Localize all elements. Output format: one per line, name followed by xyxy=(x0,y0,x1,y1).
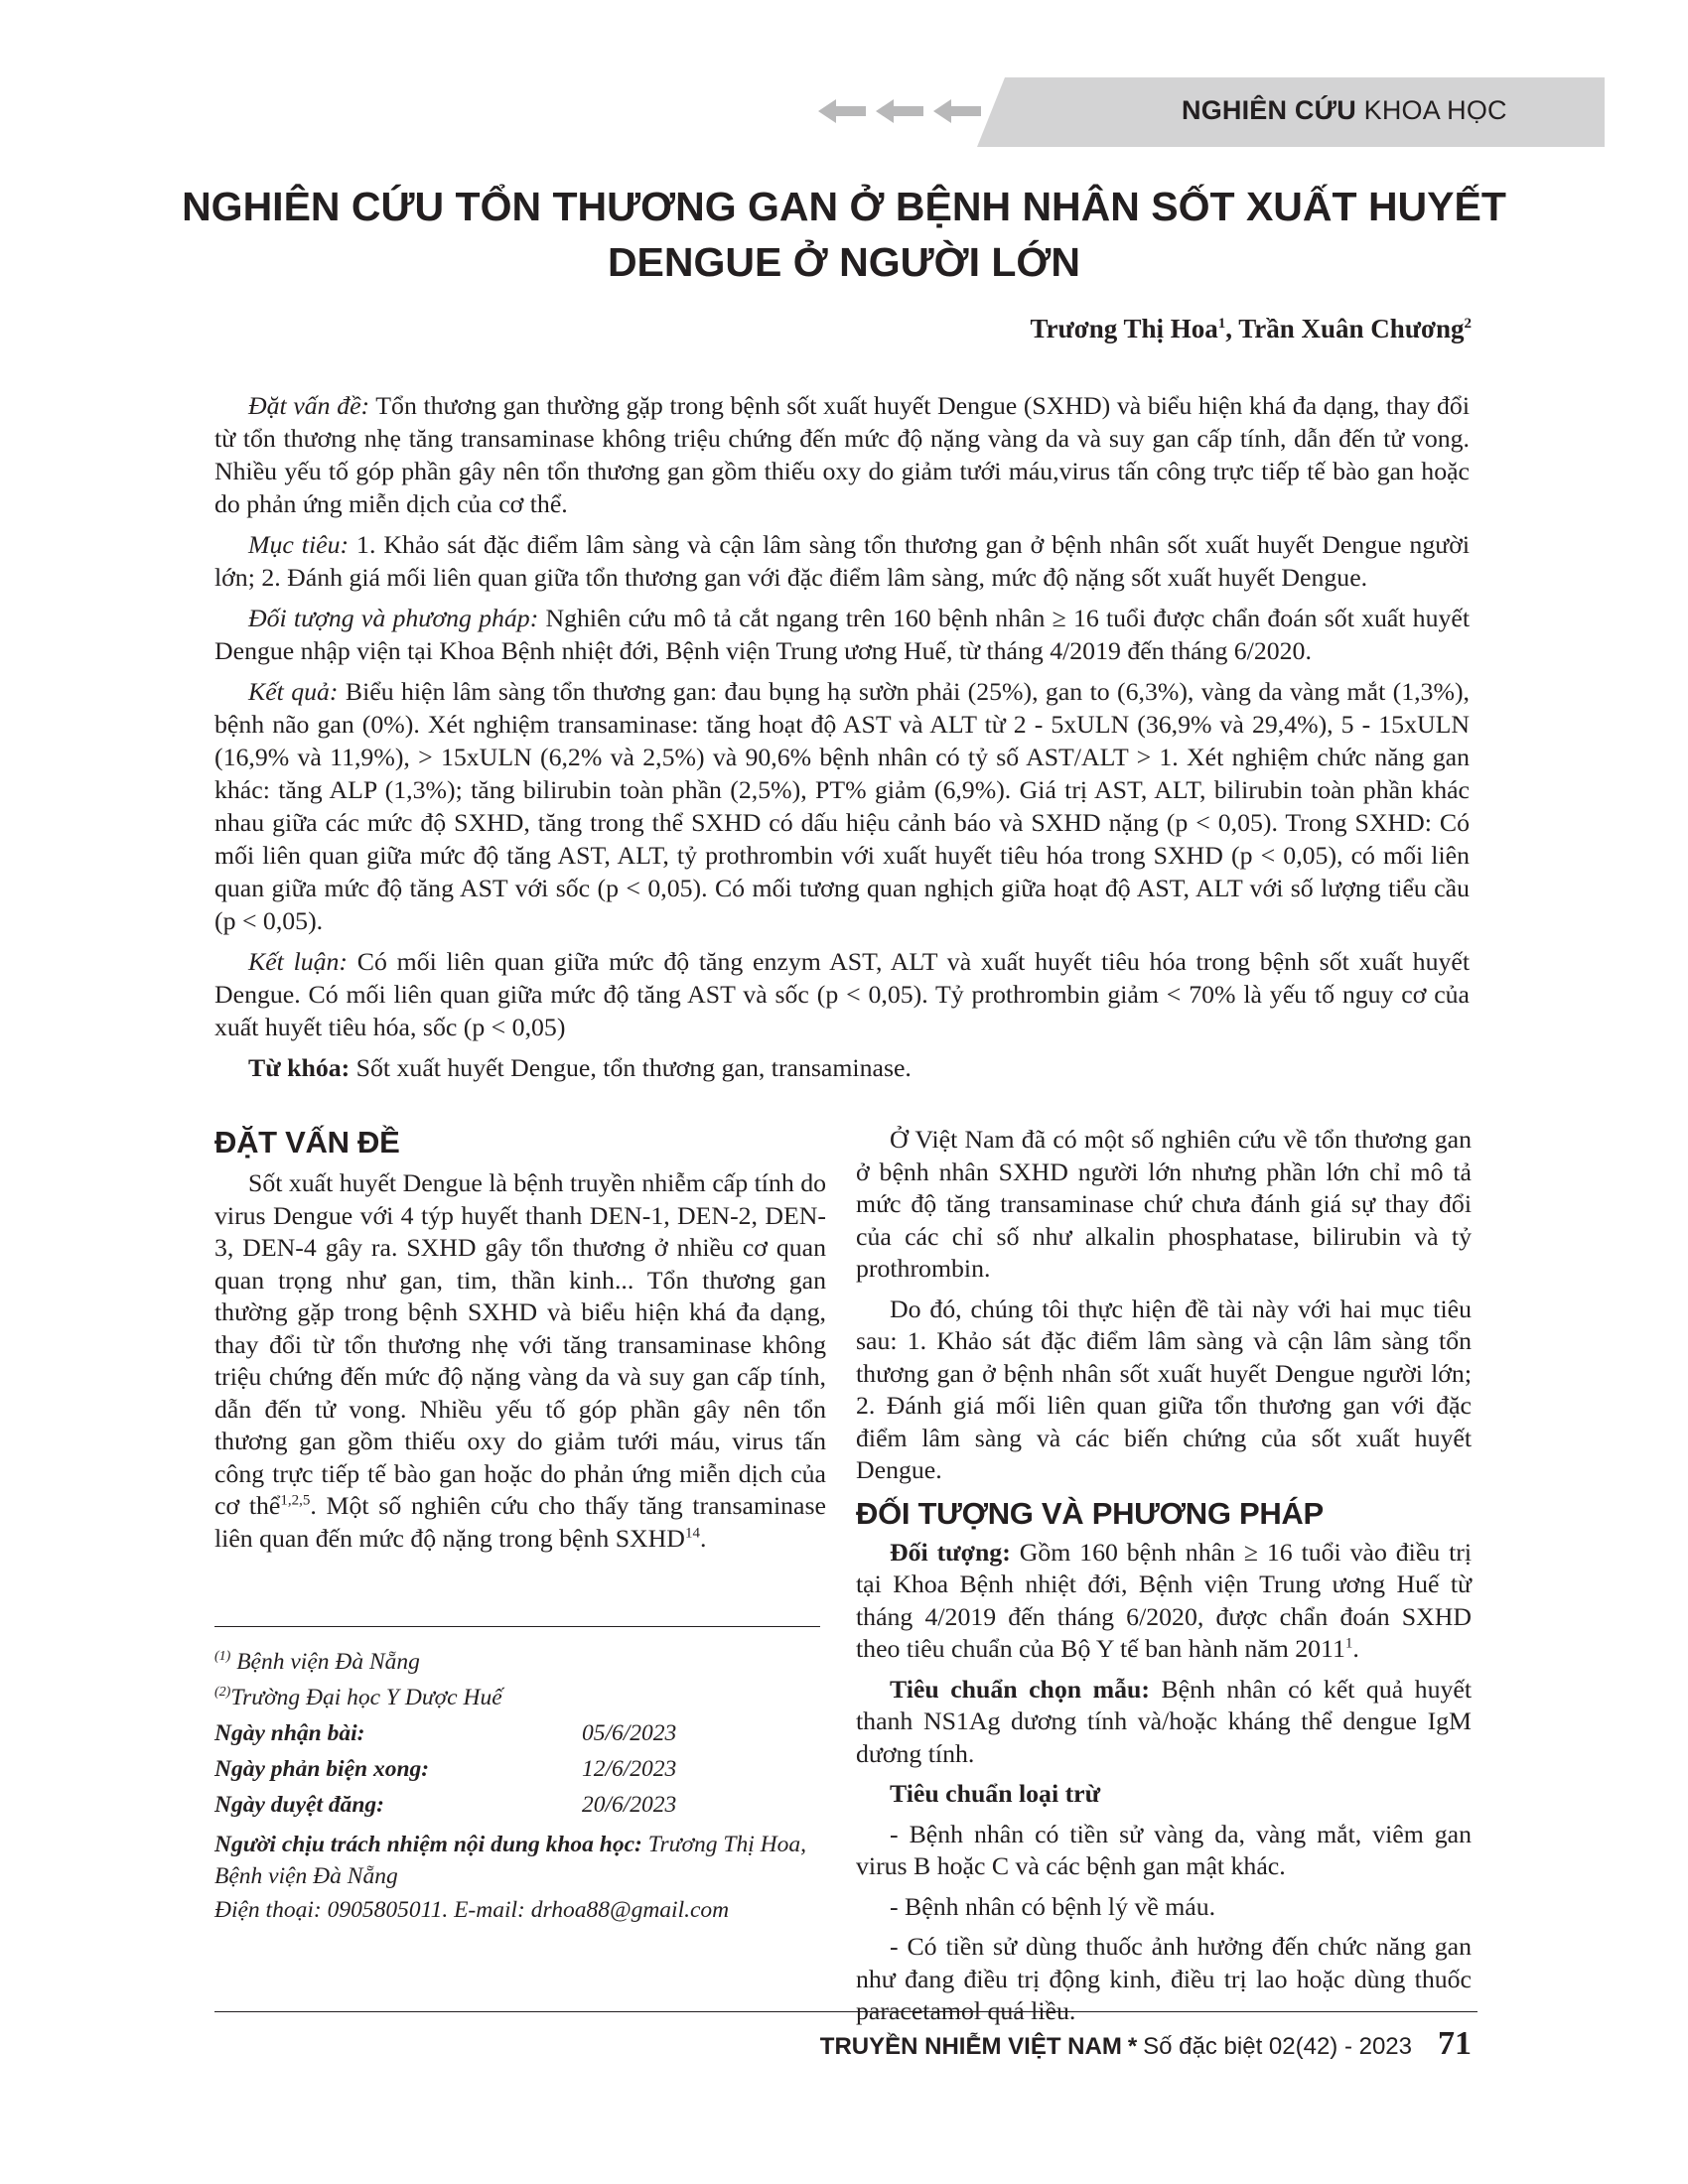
received-date: Ngày nhận bài: 05/6/2023 xyxy=(214,1720,677,1746)
affiliation-1: $^{(1)}$ Bệnh viện Đà Nẵng xyxy=(214,1649,420,1675)
accepted-date: Ngày duyệt đăng: 20/6/2023 xyxy=(214,1792,677,1818)
star-separator: * xyxy=(1127,2033,1138,2060)
footer xyxy=(820,2025,1472,2063)
contact-info: Điện thoại: 0905805011. E-mail: drhoa88@gmail.com xyxy=(214,1897,730,1923)
abstract-objectives: Mục tiêu: 1. Khảo sát đặc điểm lâm sàng và cận lâm sàng tổn thương gan ở bệnh nhân sốt xuất huyết Dengue người lớn; 2. Đánh giá mối liên quan giữa tổn thương gan với đặc điểm lâm sàng, mức độ nặng sốt xuất huyết Dengue. xyxy=(214,530,1471,592)
footer-divider xyxy=(214,2011,1477,2012)
abstract xyxy=(214,389,1470,1092)
exclusion-item: - Bệnh nhân có tiền sử vàng da, vàng mắt, viêm gan virus B hoặc C và các bệnh gan mật khác. xyxy=(856,1819,1472,1880)
responsible-author: Người chịu trách nhiệm nội dung khoa học: Trương Thị Hoa, Bệnh viện Đà Nẵng xyxy=(214,1832,806,1889)
abstract-conclusion: Kết luận: Có mối liên quan giữa mức độ tăng enzym AST, ALT và xuất huyết tiêu hóa trong bệnh sốt xuất huyết Dengue. Có mối liên quan giữa mức độ tăng AST và sốc (p < 0,05). Tỷ prothrombin giảm < 70% là yếu tố nguy cơ của xuất huyết tiêu hóa, sốc (p < 0,05) xyxy=(214,947,1470,1041)
article-title: NGHIÊN CỨU TỔN THƯƠNG GAN Ở BỆNH NHÂN SỐT XUẤT HUYẾT DENGUE Ở NGƯỜI LỚN xyxy=(182,184,1506,285)
reviewed-date: Ngày phản biện xong: 12/6/2023 xyxy=(214,1756,677,1782)
footnotes xyxy=(214,1644,826,1928)
abstract-methods: Đối tượng và phương pháp: Nghiên cứu mô tả cắt ngang trên 160 bệnh nhân ≥ 16 tuổi được chẩn đoán sốt xuất huyết Dengue nhập viện tại Khoa Bệnh nhiệt đới, Bệnh viện Trung ương Huế, từ tháng 4/2019 đến tháng 6/2020. xyxy=(214,604,1470,665)
issue-info: Số đặc biệt 02(42) - 2023 xyxy=(1143,2033,1412,2060)
abstract-background: Đặt vấn đề: Tổn thương gan thường gặp trong bệnh sốt xuất huyết Dengue (SXHD) và biểu hiện khá đa dạng, thay đổi từ tổn thương nhẹ tăng transaminase không triệu chứng đến mức độ nặng vàng da và suy gan cấp tính, dẫn đến tử vong. Nhiều yếu tố góp phần gây nên tổn thương gan gồm thiếu oxy do giảm tưới máu,virus tấn công trực tiếp tế bào gan hoặc do phản ứng miễn dịch của cơ thể. xyxy=(214,391,1471,518)
exclusion-item: - Bệnh nhân có bệnh lý về máu. xyxy=(890,1891,1216,1921)
section-heading-introduction: ĐẶT VẤN ĐỀ xyxy=(214,1125,400,1160)
section-label: NGHIÊN CỨU KHOA HỌC xyxy=(1182,95,1507,125)
right-paragraph-2: Do đó, chúng tôi thực hiện đề tài này với hai mục tiêu sau: 1. Khảo sát đặc điểm lâm sàng và cận lâm sàng tổn thương gan ở bệnh nhân sốt xuất huyết Dengue người lớn; 2. Đánh giá mối liên quan giữa tổn thương gan với đặc điểm lâm sàng và các biến chứng của sốt xuất huyết Dengue. xyxy=(856,1294,1472,1484)
right-column xyxy=(856,1124,1472,2036)
exclusion-item: - Có tiền sử dùng thuốc ảnh hưởng đến chức năng gan như đang điều trị động kinh, điều trị lao hoặc dùng thuốc paracetamol quá liều. xyxy=(856,1932,1472,2025)
authors: Trương Thị Hoa$^1$, Trần Xuân Chương$^2$ xyxy=(1030,314,1472,343)
affiliation-2: $^{(2)}$Trường Đại học Y Dược Huế xyxy=(214,1685,502,1710)
section-heading-methods: ĐỐI TƯỢNG VÀ PHƯƠNG PHÁP xyxy=(856,1495,1324,1531)
footnote-divider xyxy=(214,1626,820,1627)
abstract-keywords: Từ khóa: Sốt xuất huyết Dengue, tổn thương gan, transaminase. xyxy=(248,1053,912,1082)
journal-name: TRUYỀN NHIỄM VIỆT NAM xyxy=(819,2033,1122,2060)
right-paragraph-1: Ở Việt Nam đã có một số nghiên cứu về tổn thương gan ở bệnh nhân SXHD người lớn nhưng phần lớn chỉ mô tả mức độ tăng transaminase chứ chưa đánh giá sự thay đổi của các chỉ số như alkalin phosphatase, bilirubin và tỷ prothrombin. xyxy=(856,1125,1472,1283)
subjects-paragraph: Đối tượng: Gồm 160 bệnh nhân ≥ 16 tuổi vào điều trị tại Khoa Bệnh nhiệt đới, Bệnh viện Trung ương Huế từ tháng 4/2019 đến tháng 6/2020, được chẩn đoán SXHD theo tiêu chuẩn của Bộ Y tế ban hành năm 2011$^1$. xyxy=(856,1537,1473,1663)
abstract-results: Kết quả: Biểu hiện lâm sàng tổn thương gan: đau bụng hạ sườn phải (25%), gan to (6,3%), vàng da vàng mắt (1,3%), bệnh não gan (0%). Xét nghiệm transaminase: tăng hoạt độ AST và ALT từ 2 - 5xULN (36,9% và 29,4%), 5 - 15xULN (16,9% và 11,9%), > 15xULN (6,2% và 2,5%) và 90,6% bệnh nhân có tỷ số AST/ALT > 1. Xét nghiệm chức năng gan khác: tăng ALP (1,3%); tăng bilirubin toàn phần (2,5%), PT% giảm (6,9%). Giá trị AST, ALT, bilirubin toàn phần khác nhau giữa các mức độ SXHD, tăng trong thể SXHD có dấu hiệu cảnh báo và SXHD nặng (p < 0,05). Trong SXHD: Có mối liên quan giữa mức độ tăng AST, ALT, tỷ prothrombin với xuất huyết tiêu hóa trong SXHD (p < 0,05), có mối liên quan giữa mức độ tăng AST với sốc (p < 0,05). Có mối tương quan nghịch giữa hoạt độ AST, ALT với số lượng tiểu cầu (p < 0,05). xyxy=(214,677,1470,935)
exclusion-heading: Tiêu chuẩn loại trừ xyxy=(890,1779,1101,1808)
intro-paragraph: Sốt xuất huyết Dengue là bệnh truyền nhiễm cấp tính do virus Dengue với 4 týp huyết thanh DEN-1, DEN-2, DEN-3, DEN-4 gây ra. SXHD gây tổn thương ở nhiều cơ quan quan trọng như gan, tim, thần kinh... Tổn thương gan thường gặp trong bệnh SXHD và biểu hiện khá đa dạng, thay đổi từ tổn thương nhẹ với tăng transaminase không triệu chứng đến mức độ nặng vàng da và suy gan cấp tính, dẫn đến tử vong. Nhiều yếu tố góp phần gây nên tổn thương gan gồm thiếu oxy do giảm tưới máu, virus tấn công trực tiếp tế bào gan hoặc do phản ứng miễn dịch của cơ thể$^{1,2,5}$. Một số nghiên cứu cho thấy tăng transaminase liên quan đến mức độ nặng trong bệnh SXHD$^{14}$. xyxy=(214,1168,826,1553)
arrows-icon xyxy=(818,93,987,129)
left-column xyxy=(214,1167,826,1563)
inclusion-paragraph: Tiêu chuẩn chọn mẫu: Bệnh nhân có kết quả huyết thanh NS1Ag dương tính và/hoặc kháng thể dengue IgM dương tính. xyxy=(856,1674,1472,1768)
page-number: 71 xyxy=(1438,2025,1472,2062)
